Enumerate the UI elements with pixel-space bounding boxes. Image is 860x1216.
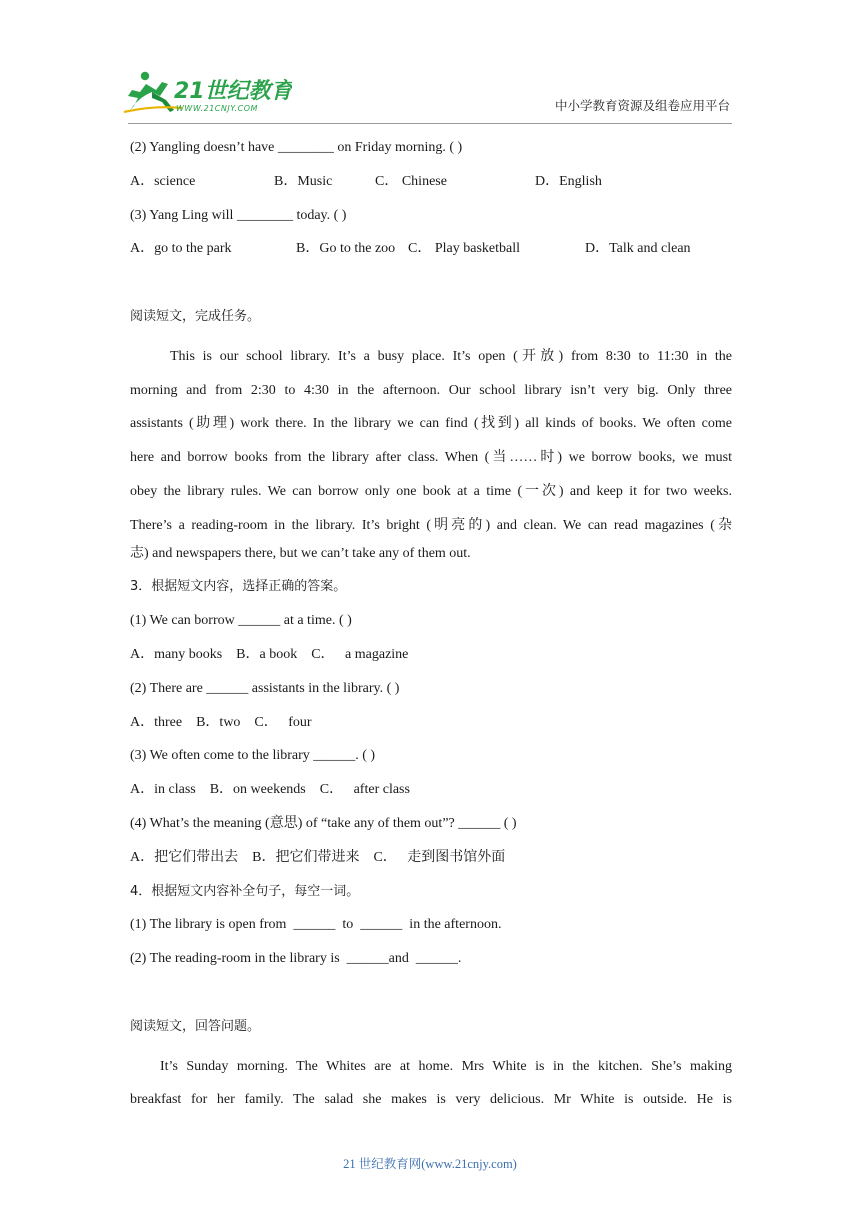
options-row — [130, 238, 732, 272]
passage-line: obey the library rules. We can borrow only one book at a time (一次) and keep it for two weeks. — [130, 483, 732, 499]
passage-line: breakfast for her family. The salad she makes is very delicious. Mr White is outside. He is — [130, 1092, 732, 1108]
options-row: A．three B．two C． four — [130, 714, 312, 730]
header-divider — [128, 123, 732, 124]
platform-name: 中小学教育资源及组卷应用平台 — [554, 98, 730, 113]
task-title: 4．根据短文内容补全句子，每空一词。 — [130, 883, 360, 899]
option-d: D．Talk and clean — [585, 241, 691, 257]
spacer — [130, 982, 732, 1016]
option-b: B．Music — [274, 173, 333, 189]
option-a: A．science — [130, 173, 196, 189]
passage-line: here and borrow books from the library after class. When (当……时) we borrow books, we must — [130, 450, 732, 466]
option-c: C． Play basketball — [408, 241, 520, 257]
options-row: A．many books B．a book C． a magazine — [130, 646, 409, 662]
option-b: B．Go to the zoo — [296, 241, 396, 257]
options-row — [130, 171, 732, 205]
passage-line: assistants (助理) work there. In the library we can find (找到) all kinds of books. We often come — [130, 416, 732, 432]
question-stem: (4) What’s the meaning (意思) of “take any of them out”? ______ ( ) — [130, 815, 517, 831]
option-c: C． Chinese — [375, 173, 447, 189]
passage-line: This is our school library. It’s a busy place. It’s open (开放) from 8:30 to 11:30 in the — [170, 348, 732, 364]
options-row: A．in class B．on weekends C． after class — [130, 782, 410, 798]
question-stem: (1) We can borrow ______ at a time. ( ) — [130, 613, 352, 629]
page-footer: 21 世纪教育网(www.21cnjy.com) — [343, 1157, 517, 1171]
question-stem: (2) There are ______ assistants in the library. ( ) — [130, 680, 400, 696]
fill-in-question: (1) The library is open from ______ to ______ in the afternoon. — [130, 917, 502, 933]
section-instruction: 阅读短文，回答问题。 — [130, 1018, 261, 1034]
section-instruction: 阅读短文，完成任务。 — [130, 308, 261, 324]
task-title: 3．根据短文内容，选择正确的答案。 — [130, 579, 347, 595]
option-a: A．go to the park — [130, 241, 232, 257]
passage-line: morning and from 2:30 to 4:30 in the afternoon. Our school library isn’t very big. Only three — [130, 382, 732, 398]
passage-line: 志) and newspapers there, but we can’t take any of them out. — [130, 545, 471, 561]
logo-url-text: WWW.21CNJY.COM — [176, 104, 258, 113]
question-stem: (3) We often come to the library ______. ( ) — [130, 748, 376, 764]
spacer — [130, 272, 732, 306]
page-header — [0, 0, 860, 125]
option-d: D．English — [535, 173, 602, 189]
question-stem: (2) Yangling doesn’t have ________ on Friday morning. ( ) — [130, 140, 463, 155]
runner-logo-icon — [122, 70, 292, 114]
options-row: A．把它们带出去 B．把它们带进来 C． 走到图书馆外面 — [130, 849, 506, 865]
site-logo — [122, 70, 292, 114]
passage-line: It’s Sunday morning. The Whites are at home. Mrs White is in the kitchen. She’s making — [160, 1058, 732, 1074]
passage-line: There’s a reading-room in the library. It’s bright (明亮的) and clean. We can read magazines (杂 — [130, 517, 732, 533]
document-body — [130, 137, 732, 1117]
fill-in-question: (2) The reading-room in the library is ______and ______. — [130, 951, 462, 967]
logo-text: 21世纪教育 — [174, 79, 292, 104]
question-stem: (3) Yang Ling will ________ today. ( ) — [130, 207, 347, 223]
